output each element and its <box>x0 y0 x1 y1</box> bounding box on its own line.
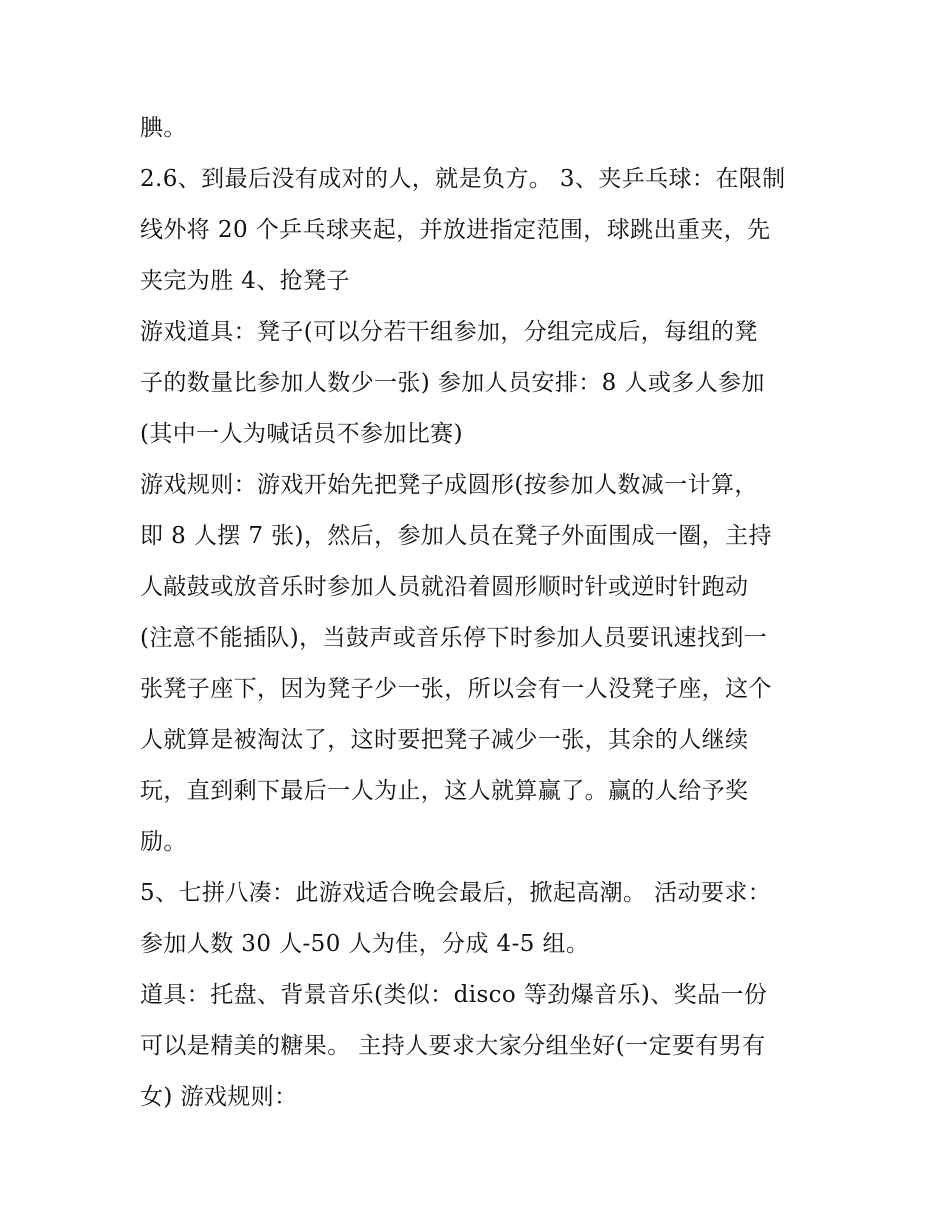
text-line: (其中一人为喊话员不参加比赛) <box>140 421 463 447</box>
text-line: 女) 游戏规则： <box>140 1084 298 1110</box>
text-line: 2.6、到最后没有成对的人，就是负方。 3、夹乒乓球：在限制 <box>140 166 786 192</box>
text-line: 人敲鼓或放音乐时参加人员就沿着圆形顺时针或逆时针跑动 <box>140 574 749 600</box>
document-body <box>140 103 820 1123</box>
text-line: 励。 <box>140 829 187 855</box>
text-line: 人就算是被淘汰了，这时要把凳子减少一张，其余的人继续 <box>140 727 749 753</box>
text-line: 可以是精美的糖果。 主持人要求大家分组坐好(一定要有男有 <box>140 1033 766 1059</box>
text-line: 即 8 人摆 7 张)，然后，参加人员在凳子外面围成一圈，主持 <box>140 523 772 549</box>
text-line: 线外将 20 个乒乓球夹起，并放进指定范围，球跳出重夹，先 <box>140 217 771 243</box>
text-line: 5、七拼八凑：此游戏适合晚会最后，掀起高潮。 活动要求： <box>140 880 772 906</box>
text-line: 张凳子座下，因为凳子少一张，所以会有一人没凳子座，这个 <box>140 676 772 702</box>
text-line: 游戏道具：凳子(可以分若干组参加，分组完成后，每组的凳 <box>140 319 758 345</box>
text-line: (注意不能插队)，当鼓声或音乐停下时参加人员要讯速找到一 <box>140 625 768 651</box>
text-line: 子的数量比参加人数少一张) 参加人员安排：8 人或多人参加 <box>140 370 765 396</box>
text-line: 腆。 <box>140 115 187 141</box>
text-line: 参加人数 30 人-50 人为佳，分成 4-5 组。 <box>140 931 590 957</box>
text-line: 道具：托盘、背景音乐(类似：disco 等劲爆音乐)、奖品一份 <box>140 982 768 1008</box>
text-line: 游戏规则：游戏开始先把凳子成圆形(按参加人数减一计算， <box>140 472 758 498</box>
text-line: 玩，直到剩下最后一人为止，这人就算赢了。赢的人给予奖 <box>140 778 749 804</box>
text-line: 夹完为胜 4、抢凳子 <box>140 268 350 294</box>
